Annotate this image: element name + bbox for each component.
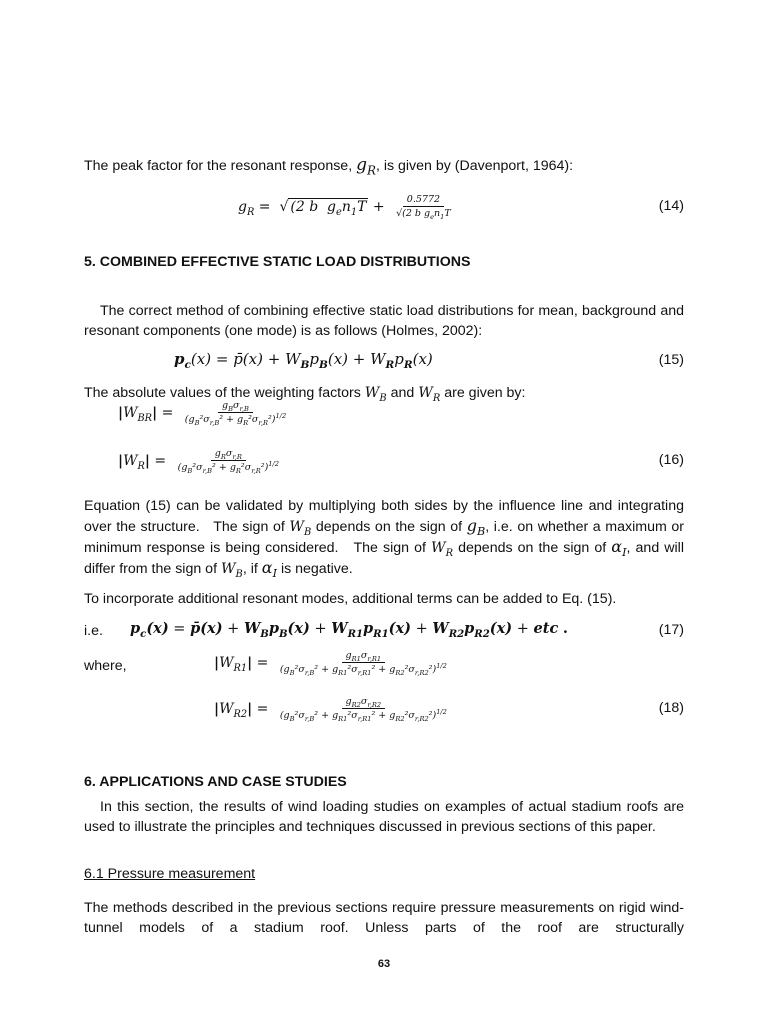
section-5-heading: 5. COMBINED EFFECTIVE STATIC LOAD DISTRIBUTIONS xyxy=(84,254,471,270)
paragraph-validation: Equation (15) can be validated by multiplying both sides by the influence line and integrating over the structure. The sign of $W_B$ depends on the sign of $g_B$, i.e. on whether a maximum or minimum response is being considered. The sign of $W_R$ depends on the sign of $\alpha_I$, and will differ from the sign of $W_B$, if $\alpha_I$ is negative. xyxy=(84,498,685,581)
where-label: where, xyxy=(84,658,127,674)
section-6-heading: 6. APPLICATIONS AND CASE STUDIES xyxy=(84,774,347,790)
subsection-6-1-heading xyxy=(84,865,684,885)
equation-18: $|W_{R2}|$ = $\frac{g_{R2}\sigma_{r,R2}}{(g_B^2\sigma_{r,B}^2 + g_{R1}^2\sigma_{r,R1}^2 + g_{R2}^2\sigma_{r,R2}^2)^{1/2}}$ xyxy=(214,696,447,723)
paragraph-combining: The correct method of combining effective static load distributions for mean, background and resonant components (one mode) is as follows (Holmes, 2002): xyxy=(84,303,684,339)
equation-14: $g_R$ = √ (2 b $g_en_1T$ + $\frac{0.5772}{√(2 b g_en_1T}$ xyxy=(238,194,451,221)
equation-16: $|W_R|$ = $\frac{g_R\sigma_{r,R}}{(g_B^2\sigma_{r,B}^2 + g_R^2\sigma_{r,R}^2)^{1/2}}$ xyxy=(118,448,279,475)
equation-15-number: (15) xyxy=(658,352,684,368)
eq17-prefix: i.e. xyxy=(84,623,103,639)
equation-16-number: (16) xyxy=(658,452,684,468)
paragraph-applications: In this section, the results of wind loading studies on examples of actual stadium roofs are used to illustrate the principles and techniques discussed in previous sections of this paper. xyxy=(84,799,684,835)
equation-18-number: (18) xyxy=(658,700,684,716)
equation-15: $p_c(x)$ = p̄(x) + $W_Bp_B(x) + W_Rp_R(x)$ xyxy=(174,350,433,371)
eq14-frac-num: 0.5772 xyxy=(403,194,444,207)
paragraph-pressure: The methods described in the previous sections require pressure measurements on rigid wind-tunnel models of a stadium roof. Unless parts of the roof are structurally xyxy=(84,900,684,936)
equation-17-number: (17) xyxy=(658,622,684,638)
equation-wr1: $|W_{R1}|$ = $\frac{g_{R1}\sigma_{r,R1}}{(g_B^2\sigma_{r,B}^2 + g_{R1}^2\sigma_{r,R1}^2 + g_{R2}^2\sigma_{r,R2}^2)^{1/2}}$ xyxy=(214,650,447,677)
paragraph-weighting: The absolute values of the weighting factors $W_B$ and $W_R$ are given by: xyxy=(84,385,526,404)
paragraph-additional-modes: To incorporate additional resonant modes, additional terms can be added to Eq. (15). xyxy=(84,591,617,607)
page-number: 63 xyxy=(377,958,391,970)
subsection-6-1-label: 6.1 Pressure measurement xyxy=(84,866,256,882)
equation-14-number: (14) xyxy=(658,198,684,214)
paragraph-peak-factor: The peak factor for the resonant response, $g_R$, is given by (Davenport, 1964): xyxy=(84,155,574,178)
equation-17: $p_c(x)$ = p̄(x) + $W_Bp_B(x) + W_{R1}p_{R1}(x) + W_{R2}p_{R2}(x)$ + etc . xyxy=(130,620,568,640)
equation-wbr: $|W_{BR}|$ = $\frac{g_B\sigma_{r,B}}{(g_B^2\sigma_{r,B}^2 + g_R^2\sigma_{r,R}^2)^{1/2}}$ xyxy=(118,400,287,427)
